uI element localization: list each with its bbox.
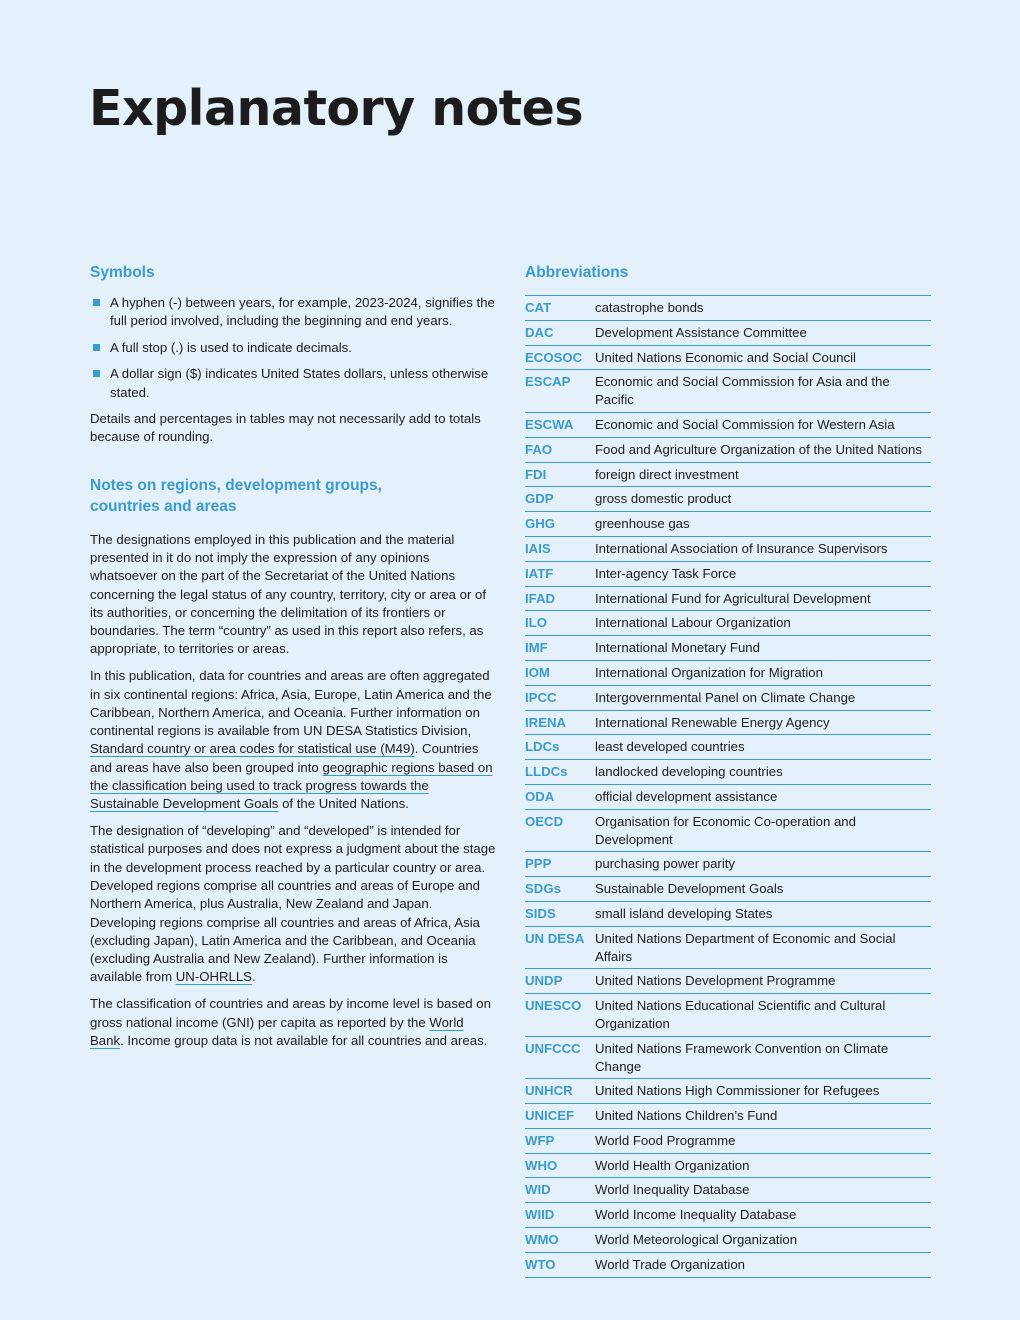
abbreviation-code: SIDS (525, 901, 595, 926)
table-row (525, 877, 931, 902)
abbreviation-code: WFP (525, 1128, 595, 1153)
table-row (525, 809, 931, 852)
abbreviation-code: WIID (525, 1203, 595, 1228)
abbreviations-body (525, 296, 931, 1278)
paragraph-text: In this publication, data for countries and areas are often aggregated in six continental regions: Africa, Asia, Europe, Latin America and the Caribbean, Northern America, and Oceania. Further information on continental regions is available from UN DESA Statistics Division, (90, 668, 492, 739)
abbreviation-definition: greenhouse gas (595, 512, 931, 537)
abbreviation-definition: International Monetary Fund (595, 636, 931, 661)
table-row (525, 561, 931, 586)
table-row (525, 1228, 931, 1253)
abbreviation-definition: catastrophe bonds (595, 296, 931, 321)
abbreviation-definition: Inter-agency Task Force (595, 561, 931, 586)
abbreviation-definition: Organisation for Economic Co-operation and Development (595, 809, 931, 852)
table-row (525, 636, 931, 661)
abbreviation-definition: foreign direct investment (595, 462, 931, 487)
table-row (525, 1128, 931, 1153)
paragraph-text: of the United Nations. (278, 796, 409, 812)
abbreviation-definition: United Nations High Commissioner for Refugees (595, 1079, 931, 1104)
abbreviation-definition: United Nations Framework Convention on Climate Change (595, 1036, 931, 1079)
abbreviation-code: UNESCO (525, 994, 595, 1037)
abbreviation-code: SDGs (525, 877, 595, 902)
square-bullet-icon (93, 344, 100, 351)
table-row (525, 784, 931, 809)
paragraph-text: . (251, 969, 256, 985)
abbreviation-code: LLDCs (525, 760, 595, 785)
abbreviation-code: LDCs (525, 735, 595, 760)
list-item (90, 339, 496, 357)
abbreviation-definition: World Food Programme (595, 1128, 931, 1153)
symbol-text: A full stop (.) is used to indicate decimals. (110, 339, 352, 355)
abbreviation-definition: World Health Organization (595, 1153, 931, 1178)
abbreviation-definition: gross domestic product (595, 487, 931, 512)
table-row (525, 901, 931, 926)
developing-paragraph (90, 822, 496, 987)
abbreviation-definition: official development assistance (595, 784, 931, 809)
abbreviation-code: WID (525, 1178, 595, 1203)
abbreviation-code: IMF (525, 636, 595, 661)
table-row (525, 1104, 931, 1129)
table-row (525, 852, 931, 877)
sdg-regions-link[interactable]: geographic regions based on the classification being used to track progress towards the Sustainable Development Goals (90, 759, 493, 812)
abbreviation-code: GDP (525, 487, 595, 512)
table-row (525, 345, 931, 370)
table-row (525, 1036, 931, 1079)
paragraph-text: . Income group data is not available for all countries and areas. (120, 1032, 488, 1048)
abbreviation-code: PPP (525, 852, 595, 877)
paragraph-text: . Countries and areas have also been grouped into (90, 741, 479, 775)
abbreviation-code: UNHCR (525, 1079, 595, 1104)
abbreviation-definition: least developed countries (595, 735, 931, 760)
table-row (525, 512, 931, 537)
table-row (525, 611, 931, 636)
abbreviation-code: WHO (525, 1153, 595, 1178)
table-row (525, 462, 931, 487)
table-row (525, 660, 931, 685)
abbreviation-code: UN DESA (525, 926, 595, 969)
table-row (525, 536, 931, 561)
table-row (525, 969, 931, 994)
table-row (525, 437, 931, 462)
abbreviation-definition: World Income Inequality Database (595, 1203, 931, 1228)
abbreviation-definition: small island developing States (595, 901, 931, 926)
abbreviation-definition: Food and Agriculture Organization of the United Nations (595, 437, 931, 462)
m49-link[interactable]: Standard country or area codes for statistical use (M49) (90, 741, 415, 757)
abbreviation-code: UNDP (525, 969, 595, 994)
abbreviations-table (525, 295, 931, 1278)
abbreviation-definition: International Organization for Migration (595, 660, 931, 685)
abbreviation-code: ESCAP (525, 370, 595, 413)
symbols-heading: Symbols (90, 264, 155, 281)
square-bullet-icon (93, 370, 100, 377)
abbreviation-definition: World Inequality Database (595, 1178, 931, 1203)
regions-paragraph (90, 667, 496, 813)
paragraph-text: The designation of “developing” and “developed” is intended for statistical purposes and does not express a judgment about the stage in the development process reached by a particular country or area. Developed regions comprise all countries and areas of Europe and Northern America, plus Australia, New Zealand and Japan. Developing regions comprise all countries and areas of Africa, Asia (excluding Japan), Latin America and the Caribbean, and Oceania (excluding Australia and New Zealand). Further information is available from (90, 823, 496, 985)
list-item (90, 365, 496, 402)
table-row (525, 1178, 931, 1203)
table-row (525, 1252, 931, 1277)
table-row (525, 296, 931, 321)
table-row (525, 994, 931, 1037)
table-row (525, 710, 931, 735)
abbreviation-code: WMO (525, 1228, 595, 1253)
table-row (525, 926, 931, 969)
abbreviation-definition: Economic and Social Commission for Asia and the Pacific (595, 370, 931, 413)
square-bullet-icon (93, 299, 100, 306)
abbreviation-definition: United Nations Development Programme (595, 969, 931, 994)
left-column (90, 262, 496, 1059)
abbreviation-code: WTO (525, 1252, 595, 1277)
abbreviation-definition: United Nations Department of Economic and Social Affairs (595, 926, 931, 969)
abbreviation-definition: World Trade Organization (595, 1252, 931, 1277)
abbreviation-definition: Intergovernmental Panel on Climate Change (595, 685, 931, 710)
table-row (525, 1079, 931, 1104)
table-row (525, 760, 931, 785)
table-row (525, 735, 931, 760)
symbol-text: A hyphen (-) between years, for example, 2023-2024, signifies the full period involved, including the beginning and end years. (110, 295, 495, 329)
abbreviation-code: UNFCCC (525, 1036, 595, 1079)
abbreviation-definition: International Labour Organization (595, 611, 931, 636)
abbreviation-definition: Sustainable Development Goals (595, 877, 931, 902)
table-row (525, 1203, 931, 1228)
abbreviation-definition: International Renewable Energy Agency (595, 710, 931, 735)
abbreviation-code: GHG (525, 512, 595, 537)
rounding-note: Details and percentages in tables may not necessarily add to totals because of rounding. (90, 411, 481, 445)
abbreviation-definition: Economic and Social Commission for Western Asia (595, 412, 931, 437)
abbreviation-code: OECD (525, 809, 595, 852)
abbreviation-code: FDI (525, 462, 595, 487)
abbreviation-definition: landlocked developing countries (595, 760, 931, 785)
abbreviation-code: IATF (525, 561, 595, 586)
regions-heading: Notes on regions, development groups, countries and areas (90, 476, 382, 515)
un-ohrlls-link[interactable]: UN-OHRLLS (175, 969, 252, 985)
table-row (525, 412, 931, 437)
abbreviation-definition: United Nations Children’s Fund (595, 1104, 931, 1129)
abbreviation-code: UNICEF (525, 1104, 595, 1129)
table-row (525, 320, 931, 345)
table-row (525, 487, 931, 512)
paragraph-text: The classification of countries and areas by income level is based on gross national income (GNI) per capita as reported by the (90, 996, 491, 1030)
income-paragraph (90, 995, 496, 1050)
world-bank-link[interactable]: World Bank (90, 1014, 464, 1048)
abbreviation-definition: United Nations Educational Scientific and Cultural Organization (595, 994, 931, 1037)
abbreviation-code: ILO (525, 611, 595, 636)
abbreviation-definition: Development Assistance Committee (595, 320, 931, 345)
symbol-text: A dollar sign ($) indicates United States dollars, unless otherwise stated. (110, 366, 489, 400)
abbreviation-code: FAO (525, 437, 595, 462)
abbreviation-code: IAIS (525, 536, 595, 561)
abbreviation-code: CAT (525, 296, 595, 321)
list-item (90, 294, 496, 331)
abbreviation-code: ODA (525, 784, 595, 809)
abbreviation-code: ESCWA (525, 412, 595, 437)
abbreviation-definition: World Meteorological Organization (595, 1228, 931, 1253)
abbreviation-code: IOM (525, 660, 595, 685)
table-row (525, 685, 931, 710)
symbols-list (90, 294, 496, 402)
designations-paragraph: The designations employed in this publication and the material presented in it do not imply the expression of any opinions whatsoever on the part of the Secretariat of the United Nations concerning the legal status of any country, territory, city or area or of its authorities, or concerning the delimitation of its frontiers or boundaries. The term “country” as used in this report also refers, as appropriate, to territories or areas. (90, 531, 487, 657)
abbreviation-definition: International Fund for Agricultural Development (595, 586, 931, 611)
abbreviation-code: DAC (525, 320, 595, 345)
abbreviation-definition: purchasing power parity (595, 852, 931, 877)
table-row (525, 586, 931, 611)
abbreviation-definition: International Association of Insurance Supervisors (595, 536, 931, 561)
page-title: Explanatory notes (89, 80, 584, 137)
table-row (525, 370, 931, 413)
abbreviation-code: IRENA (525, 710, 595, 735)
abbreviation-code: IPCC (525, 685, 595, 710)
table-row (525, 1153, 931, 1178)
abbreviation-definition: United Nations Economic and Social Council (595, 345, 931, 370)
abbreviations-heading: Abbreviations (525, 264, 629, 281)
abbreviation-code: ECOSOC (525, 345, 595, 370)
abbreviation-code: IFAD (525, 586, 595, 611)
right-column (525, 262, 931, 1278)
